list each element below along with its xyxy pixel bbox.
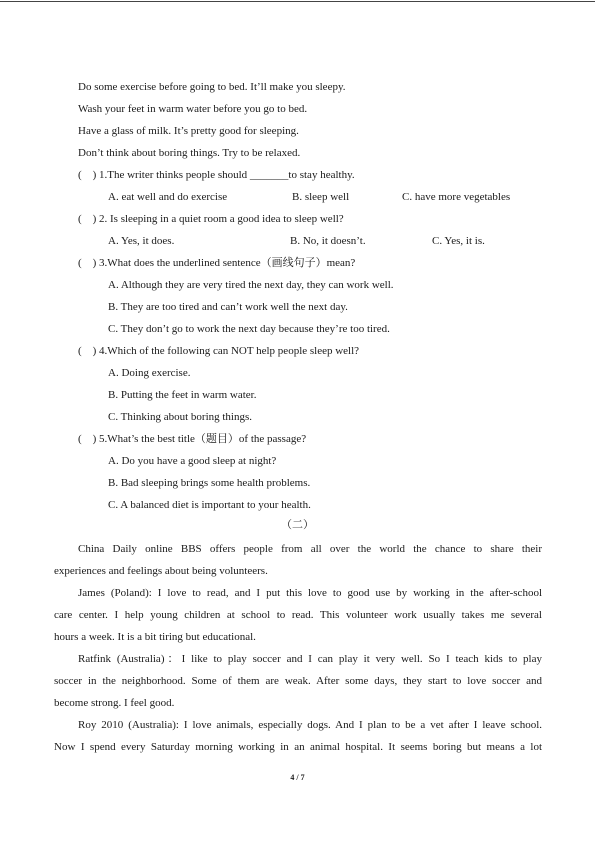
option-a: A. eat well and do exercise bbox=[108, 191, 228, 203]
passage-line: Now I spend every Saturday morning working in an animal hospital. It seems boring but means a lot bbox=[54, 741, 542, 753]
passage-line: become strong. I feel good. bbox=[54, 697, 175, 709]
option-b: B. Putting the feet in warm water. bbox=[108, 389, 257, 401]
passage-line: experiences and feelings about being volunteers. bbox=[54, 565, 268, 577]
answer-blank[interactable]: ( ) bbox=[78, 213, 97, 225]
option-a: A. Although they are very tired the next day, they can work well. bbox=[108, 279, 394, 291]
tip-line: Have a glass of milk. It’s pretty good for sleeping. bbox=[78, 125, 299, 137]
question-text: 1.The writer thinks people should _______to stay healthy. bbox=[99, 169, 355, 181]
question-text: 2. Is sleeping in a quiet room a good idea to sleep well? bbox=[99, 213, 344, 225]
passage-line: China Daily online BBS offers people from all over the world the chance to share their bbox=[78, 543, 542, 555]
top-rule bbox=[0, 1, 595, 2]
option-a: A. Yes, it does. bbox=[108, 235, 175, 247]
option-c: C. Thinking about boring things. bbox=[108, 411, 253, 423]
question-text: 5.What’s the best title（题目）of the passage? bbox=[99, 433, 307, 445]
option-b: B. sleep well bbox=[292, 191, 350, 203]
passage-line: care center. I help young children at school to read. This volunteer work usually takes me several bbox=[54, 609, 542, 621]
answer-blank[interactable]: ( ) bbox=[78, 345, 97, 357]
option-a: A. Do you have a good sleep at night? bbox=[108, 455, 277, 467]
passage-line: James (Poland): I love to read, and I put this love to good use by working in the after-school bbox=[78, 587, 542, 599]
passage-line: soccer in the neighborhood. Some of them are weak. After some days, they start to love soccer and bbox=[54, 675, 542, 687]
option-c: C. A balanced diet is important to your health. bbox=[108, 499, 311, 511]
option-b: B. They are too tired and can’t work well the next day. bbox=[108, 301, 348, 313]
passage-line: hours a week. It is a bit tiring but educational. bbox=[54, 631, 256, 643]
passage-line: Ratfink (Australia)：I like to play soccer and I can play it very well. So I teach kids to play bbox=[78, 653, 542, 665]
section-heading: （二） bbox=[281, 519, 314, 531]
option-b: B. Bad sleeping brings some health problems. bbox=[108, 477, 311, 489]
passage-line: Roy 2010 (Australia): I love animals, especially dogs. And I plan to be a vet after I leave school. bbox=[78, 719, 542, 731]
answer-blank[interactable]: ( ) bbox=[78, 433, 97, 445]
option-c: C. have more vegetables bbox=[402, 191, 511, 203]
tip-line: Wash your feet in warm water before you go to bed. bbox=[78, 103, 308, 115]
page-number: 4 / 7 bbox=[290, 773, 305, 782]
answer-blank[interactable]: ( ) bbox=[78, 257, 97, 269]
option-b: B. No, it doesn’t. bbox=[290, 235, 366, 247]
tip-line: Don’t think about boring things. Try to be relaxed. bbox=[78, 147, 301, 159]
answer-blank[interactable]: ( ) bbox=[78, 169, 97, 181]
option-c: C. Yes, it is. bbox=[432, 235, 485, 247]
tip-line: Do some exercise before going to bed. It’ll make you sleepy. bbox=[78, 81, 346, 93]
question-text: 4.Which of the following can NOT help people sleep well? bbox=[99, 345, 360, 357]
question-text: 3.What does the underlined sentence（画线句子）mean? bbox=[99, 257, 356, 269]
option-a: A. Doing exercise. bbox=[108, 367, 191, 379]
option-c: C. They don’t go to work the next day because they’re too tired. bbox=[108, 323, 390, 335]
